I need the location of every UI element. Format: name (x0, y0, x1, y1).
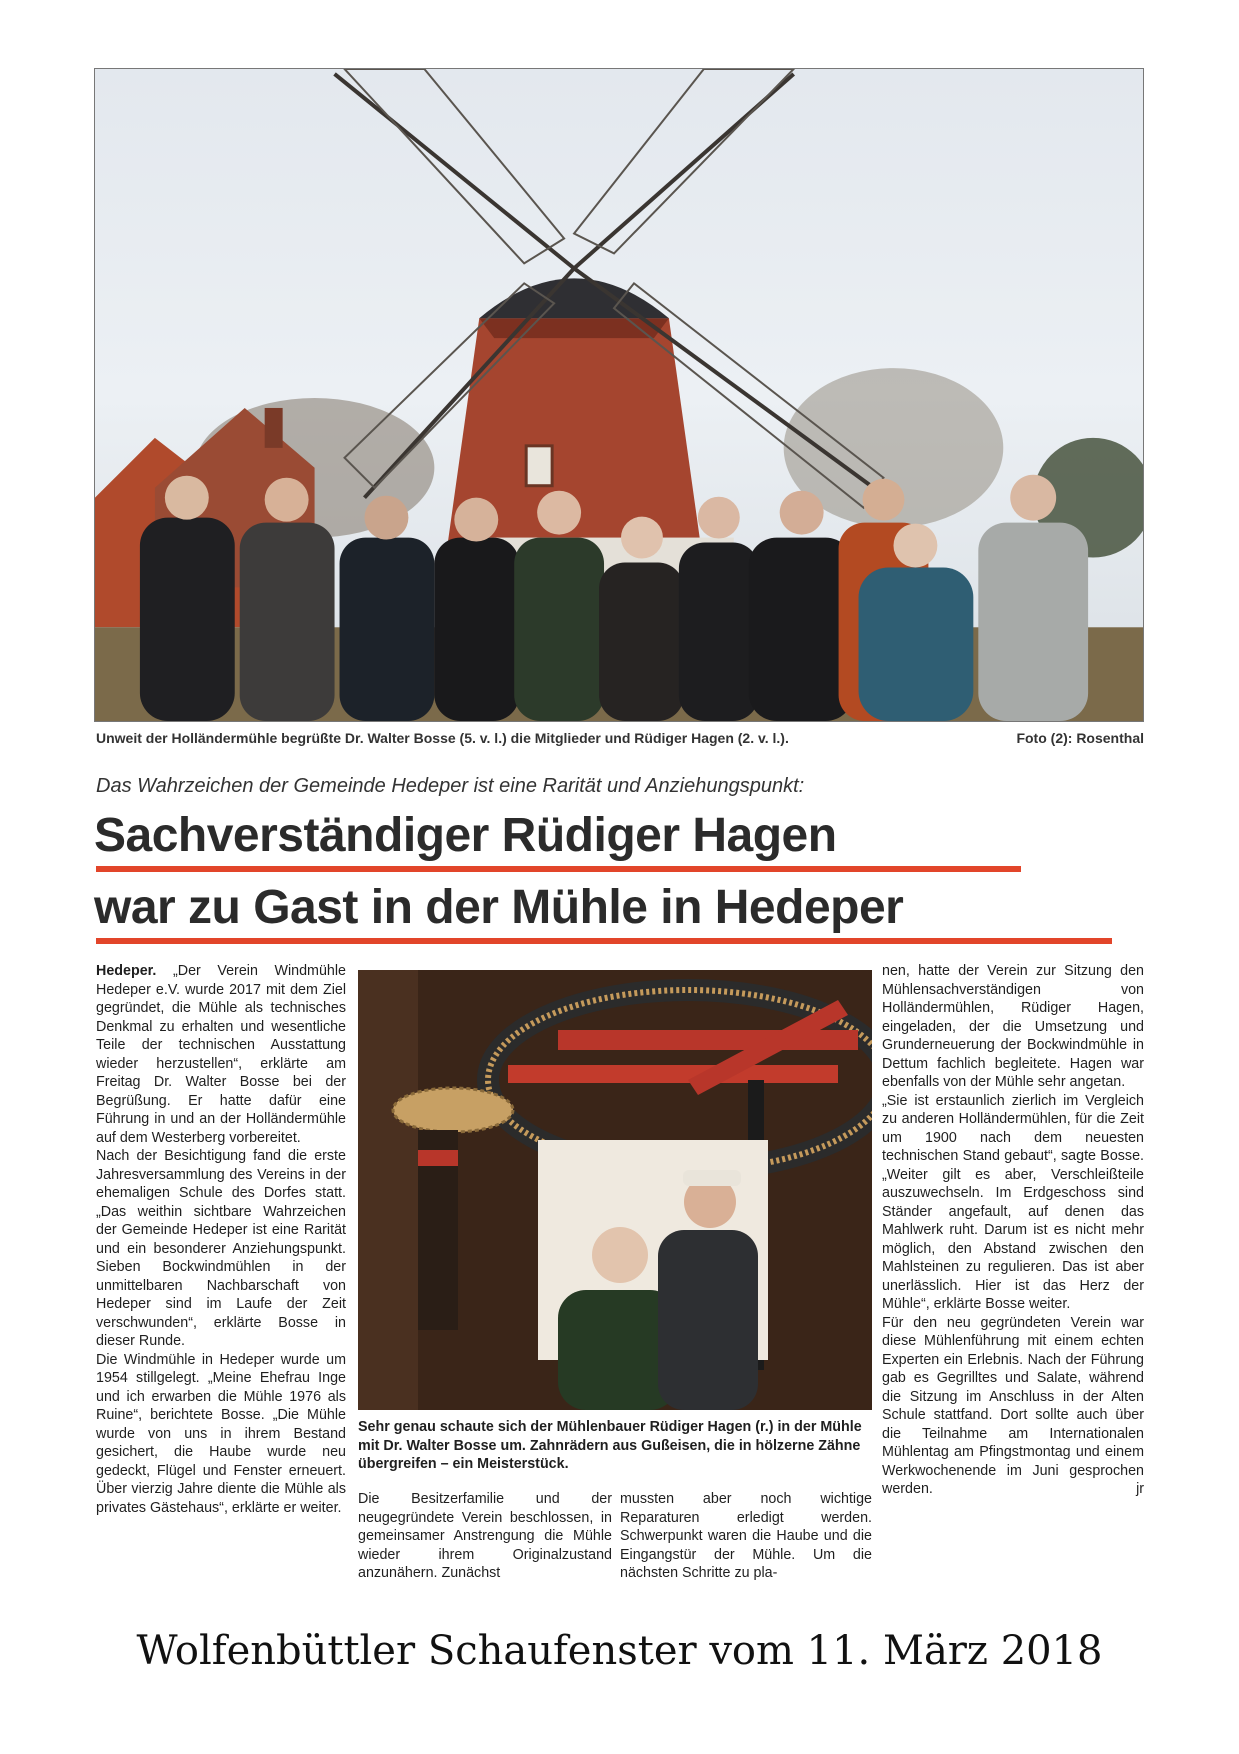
source-footer: Wolfenbüttler Schaufenster vom 11. März 2018 (136, 1628, 1103, 1674)
paragraph: mussten aber noch wichtige Reparaturen erledigt werden. Schwerpunkt waren die Haube und die Eingangstür der Mühle. Um die nächsten Schritte zu pla- (620, 1491, 872, 1581)
headline-line-1: Sachverständiger Rüdiger Hagen (94, 809, 837, 862)
article-column-4 (882, 962, 1144, 1592)
paragraph-text: Für den neu gegründeten Verein war diese Mühlenführung mit einem echten Experten ein Erlebnis. Nach der Führung gab es Gegrilltes und Salate, während die Sitzung im Anschluss in der Alten Schule stattfand. Dort sollte auch über die Teilnahme am Internationalen Mühlentag am Pfingstmontag und einem Werkwochenende im Juni gesprochen werden. (882, 1314, 1144, 1497)
top-photo-caption (96, 730, 1144, 750)
author-initials: jr (1136, 1481, 1144, 1497)
article-kicker: Das Wahrzeichen der Gemeinde Hedeper ist eine Rarität und Anziehungspunkt: (96, 775, 805, 797)
paragraph: Die Besitzerfamilie und der neugegründete Verein beschlossen, in gemeinsamer Anstrengung die Mühle wieder ihrem Originalzustand anzunähern. Zunächst (358, 1491, 612, 1581)
paragraph: nen, hatte der Verein zur Sitzung den Mühlensachverständigen von Holländermühlen, Rüdiger Hagen, eingeladen, der die Umsetzung und Grunderneuerung der Bockwindmühle in Dettum fachlich begleitete. Hagen war ebenfalls von der Mühle sehr angetan. (882, 963, 1144, 1090)
gear-photo-caption: Sehr genau schaute sich der Mühlenbauer Rüdiger Hagen (r.) in der Mühle mit Dr. Walter Bosse um. Zahnrädern aus Gußeisen, die in hölzerne Zähne übergreifen – ein Meisterstück. (358, 1419, 862, 1472)
photo-credit: Foto (2): Rosenthal (1016, 730, 1144, 746)
article-column-1 (96, 962, 346, 1592)
mill-gear-photo (358, 970, 872, 1410)
headline-underline-2 (96, 938, 1112, 944)
headline-underline-1 (96, 866, 1021, 872)
paragraph: Die Windmühle in Hedeper wurde um 1954 stillgelegt. „Meine Ehefrau Inge und ich erwarben die Mühle 1976 als Ruine“, berichtete Bosse. „Die Mühle wurde von uns in ihrem Bestand gesichert, die Haube wurde neu gedeckt, Flügel und Fenster erneuert. Über vierzig Jahre diente die Mühle als privates Gästehaus“, erklärte er weiter. (96, 1351, 346, 1516)
paragraph (96, 962, 346, 1147)
article-column-3 (620, 1490, 872, 1590)
dateline: Hedeper. (96, 963, 157, 979)
paragraph: „Sie ist erstaunlich zierlich im Vergleich zu anderen Holländermühlen, für die Zeit um 1900 nach dem neuesten technischen Stand gebaut“, sagte Bosse. „Weiter gilt es aber, Verschleißteile auszuwechseln. Im Erdgeschoss sind Ständer angefault, auf denen das Mahlwerk ruht. Darum ist es nicht mehr möglich, den Abstand zwischen den Mahlsteinen zu regulieren. Das ist aber unerlässlich. Hier ist das Herz der Mühle“, erklärte Bosse weiter. (882, 1092, 1144, 1312)
article-column-2 (358, 1490, 612, 1590)
paragraph (882, 1314, 1144, 1499)
caption-text: Unweit der Holländermühle begrüßte Dr. Walter Bosse (5. v. l.) die Mitglieder und Rüdiger Hagen (2. v. l.). (96, 730, 789, 746)
paragraph: Nach der Besichtigung fand die erste Jahresversammlung des Vereins in der ehemaligen Schule des Dorfes statt. „Das weithin sichtbare Wahrzeichen der Gemeinde Hedeper ist eine Rarität und ein besonderer Anziehungspunkt. Sieben Bockwindmühlen in der unmittelbaren Nachbarschaft von Hedeper sind im Laufe der Zeit verschwunden“, erklärte Bosse in dieser Runde. (96, 1148, 346, 1349)
paragraph-text: „Der Verein Windmühle Hedeper e.V. wurde 2017 mit dem Ziel gegründet, die Mühle als technisches Denkmal zu erhalten und wesentliche Teile der technischen Ausstattung wieder herzustellen“, erklärte am Freitag Dr. Walter Bosse bei der Begrüßung. Er hatte dafür eine Führung in und an der Holländermühle auf dem Westerberg vorbereitet. (96, 963, 346, 1146)
headline-line-2: war zu Gast in der Mühle in Hedeper (94, 881, 904, 934)
windmill-group-photo (94, 68, 1144, 722)
